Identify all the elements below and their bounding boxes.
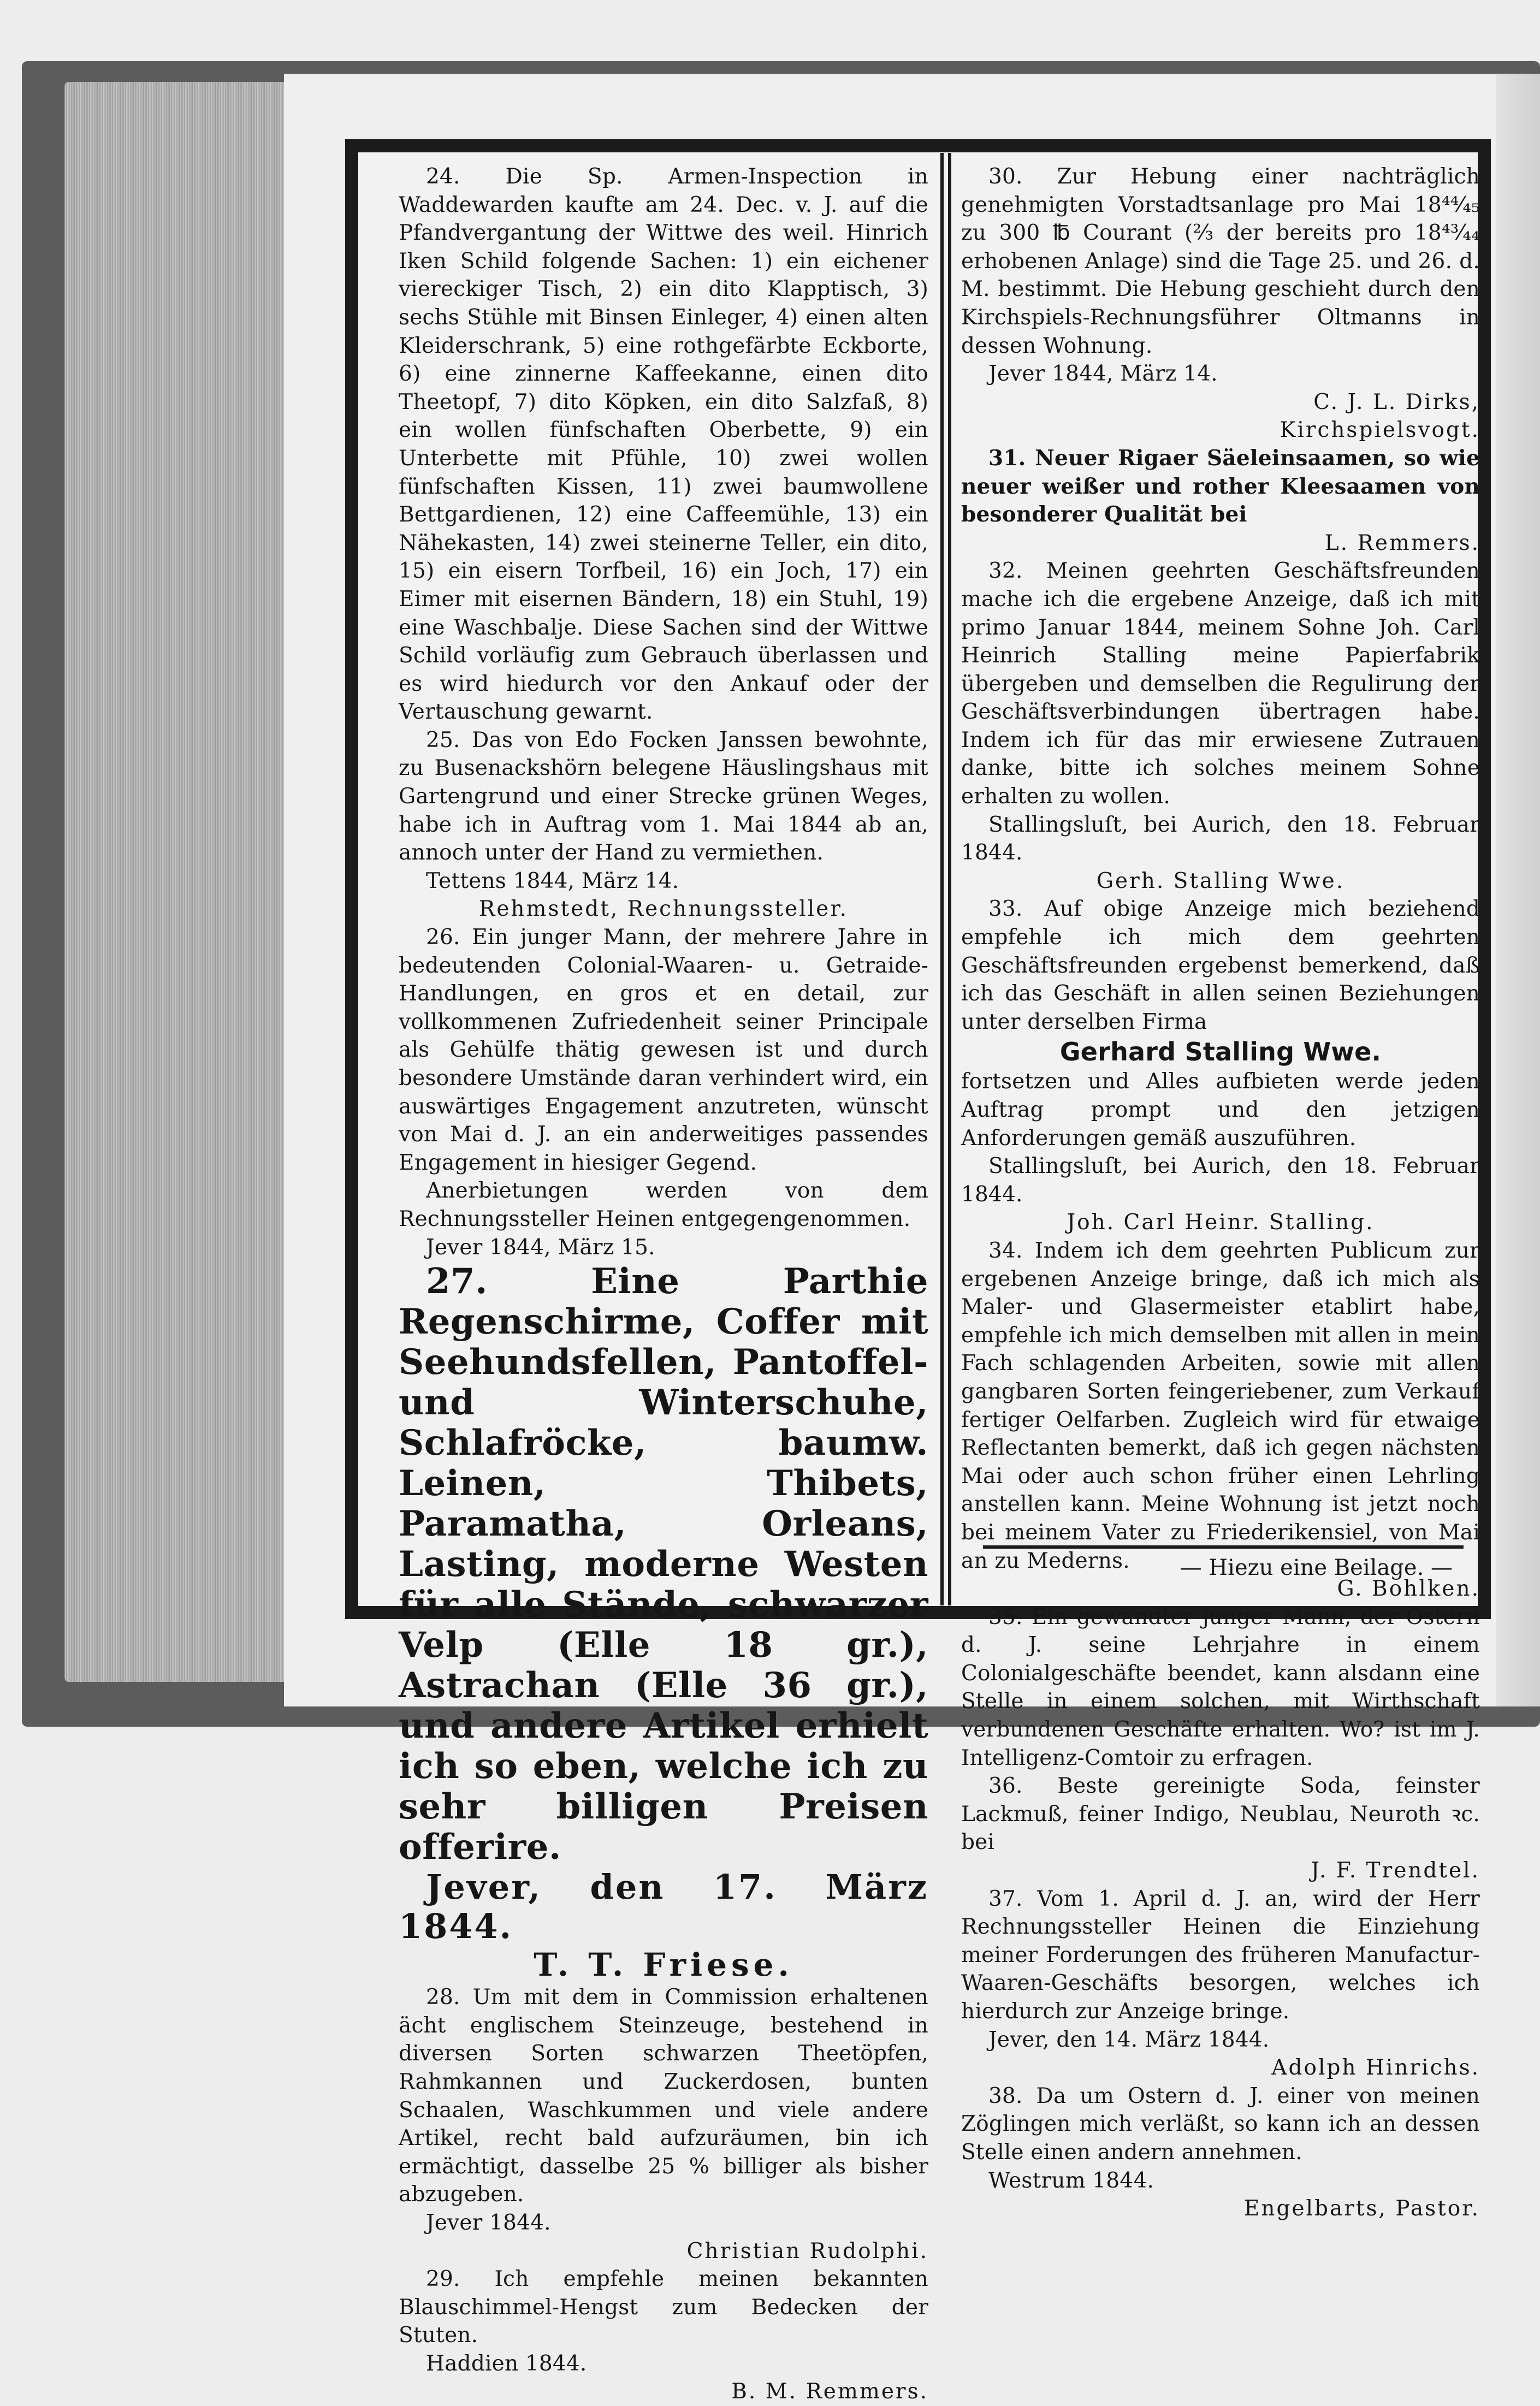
end-rule (983, 1545, 1464, 1549)
ad-27-signature: T. T. Friese. (534, 1946, 793, 1984)
page-edges (64, 82, 294, 1682)
ad-30-date: Jever 1844, März 14. (988, 362, 1218, 387)
ad-38-signature: Engelbarts, Pastor. (1243, 2196, 1480, 2221)
ad-33-date: Stallingsluſt, bei Aurich, den 18. Februar 1844. (961, 1154, 1480, 1207)
ad-27-date: Jever, den 17. März 1844. (399, 1867, 928, 1947)
ad-33: 33. Auf obige Anzeige mich beziehend empfehle ich mich dem geehrten Geschäftsfreunden ergebenst bemerkend, daß ich das Geschäft in allen seinen Beziehungen unter derselben Firma (961, 897, 1480, 1034)
left-column (399, 163, 928, 2406)
ad-26: 26. Ein junger Mann, der mehrere Jahre in bedeutenden Colonial-Waaren- u. Getraide-Handlungen, en gros et en detail, zur vollkommenen Zufriedenheit seiner Principale als Gehülfe thätig gewesen ist und durch besondere Umstände daran verhindert wird, ein auswärtiges Engagement anzutreten, wünscht von Mai d. J. an ein anderweitiges passendes Engagement in hiesiger Gegend. (399, 925, 928, 1175)
ad-32-date: Stallingsluſt, bei Aurich, den 18. Februar 1844. (961, 812, 1480, 866)
ad-28: 28. Um mit dem in Commission erhaltenen ächt englischem Steinzeuge, bestehend in diversen Sorten schwarzen Theetöpfen, Rahmkannen und Zuckerdosen, bunten Schaalen, Waschkummen und viele andere Artikel, recht bald aufzuräumen, bin ich ermächtigt, dasselbe 25 % billiger als bisher abzugeben. (399, 1985, 928, 2207)
ad-33-firm-name: Gerhard Stalling Wwe. (1059, 1037, 1382, 1067)
ad-25-signature: Rehmstedt, Rechnungssteller. (478, 897, 849, 922)
ad-29: 29. Ich empfehle meinen bekannten Blauschimmel-Hengst zum Bedecken der Stuten. (399, 2267, 928, 2348)
ad-29-signature: B. M. Remmers. (731, 2379, 928, 2404)
ad-34-signature: G. Bohlken. (1337, 1577, 1480, 1602)
ad-32-signature: Gerh. Stalling Wwe. (1096, 868, 1345, 893)
ad-27: 27. Eine Parthie Regenschirme, Coffer mit Seehundsfellen, Pantoffel- und Winterschuhe, Schlafröcke, baumw. Leinen, Thibets, Paramatha, Orleans, Lasting, moderne Westen für alle Stände, schwarzer Velp (Elle 18 gr.), Astrachan (Elle 36 gr.), und andere Artikel erhielt ich so eben, welche ich zu sehr billigen Preisen offerire. (399, 1261, 928, 1868)
ad-28-signature: Christian Rudolphi. (686, 2238, 928, 2263)
ad-36: 36. Beste gereinigte Soda, feinster Lackmuß, feiner Indigo, Neublau, Neuroth ꝛc. bei (961, 1774, 1480, 1855)
ad-38: 38. Da um Ostern d. J. einer von meinen Zöglingen mich verläßt, so kann ich an dessen Stelle einen andern annehmen. (961, 2083, 1480, 2165)
ad-28-date: Jever 1844. (426, 2210, 551, 2235)
ad-25: 25. Das von Edo Focken Janssen bewohnte, zu Busenackshörn belegene Häuslingshaus mit Gartengrund und einer Strecke grünen Weges, habe ich in Auftrag vom 1. Mai 1844 ab an, annoch unter der Hand zu vermiethen. (399, 727, 928, 866)
ad-26-offer: Anerbietungen werden von dem Rechnungssteller Heinen entgegengenommen. (399, 1178, 928, 1231)
right-column (961, 163, 1480, 2223)
column-divider (940, 153, 951, 1605)
ad-33-signature: Joh. Carl Heinr. Stalling. (1067, 1210, 1375, 1235)
ad-24: 24. Die Sp. Armen-Inspection in Waddewarden kaufte am 24. Dec. v. J. auf die Pfandvergantung der Wittwe des weil. Hinrich Iken Schild folgende Sachen: 1) ein eichener viereckiger Tisch, 2) ein dito Klapptisch, 3) sechs Stühle mit Binsen Einleger, 4) einen alten Kleiderschrank, 5) eine rothgefärbte Eckborte, 6) eine zinnerne Kaffeekanne, einen dito Theetopf, 7) dito Köpken, ein dito Salzfaß, 8) ein wollen fünfschaften Oberbette, 9) ein Unterbette mit Pfühle, 10) zwei wollen fünfschaften Kissen, 11) zwei baumwollene Bettgardienen, 12) eine Caffeemühle, 13) ein Nähekasten, 14) zwei steinerne Teller, ein dito, 15) ein eisern Torfbeil, 16) ein Joch, 17) ein Eimer mit eisernen Bändern, 18) ein Stuhl, 19) eine Waschbalje. Diese Sachen sind der Wittwe Schild vorläufig zum Gebrauch überlassen und es wird hiedurch vor den Ankauf oder der Vertauschung gewarnt. (399, 164, 928, 725)
ad-36-signature: J. F. Trendtel. (1311, 1858, 1480, 1883)
ad-33-continued: fortsetzen und Alles aufbieten werde jeden Auftrag prompt und den jetzigen Anforderungen gemäß auszuführen. (961, 1069, 1480, 1151)
ad-35: 35. Ein gewandter junger Mann, der Ostern d. J. seine Lehrjahre in einem Colonialgeschäfte beendet, kann alsdann eine Stelle in einem solchen, mit Wirthschaft verbundenen Geschäfte erhalten. Wo? ist im J. Intelligenz-Comtoir zu erfragen. (961, 1604, 1480, 1770)
supplement-note: — Hiezu eine Beilage. — (1180, 1555, 1453, 1580)
ad-29-date: Haddien 1844. (426, 2351, 587, 2376)
page-right-edge (1496, 74, 1540, 1706)
ad-31: 31. Neuer Rigaer Säeleinsaamen, so wie neuer weißer und rother Kleesaamen von besonderer Qualität bei (961, 445, 1480, 528)
ad-37-signature: Adolph Hinrichs. (1271, 2055, 1480, 2081)
ad-30: 30. Zur Hebung einer nachträglich genehmigten Vorstadtsanlage pro Mai 18⁴⁴⁄₄₅ zu 300 ℔ Courant (⅔ der bereits pro 18⁴³⁄₄₄ erhobenen Anlage) sind die Tage 25. und 26. d. M. bestimmt. Die Hebung geschieht durch den Kirchspiels-Rechnungsführer Oltmanns in dessen Wohnung. (961, 164, 1480, 358)
ad-37: 37. Vom 1. April d. J. an, wird der Herr Rechnungssteller Heinen die Einziehung meiner Forderungen des früheren Manufactur-Waaren-Geschäfts besorgen, welches ich hierdurch zur Anzeige bringe. (961, 1886, 1480, 2024)
ad-25-date: Tettens 1844, März 14. (426, 868, 679, 893)
ad-34: 34. Indem ich dem geehrten Publicum zur ergebenen Anzeige bringe, daß ich mich als Maler- und Glasermeister etablirt habe, empfehle ich mich demselben mit allen in mein Fach schlagenden Arbeiten, sowie mit allen gangbaren Sorten feingeriebener, zum Verkauf fertiger Oelfarben. Zugleich wird für etwaige Reflectanten bemerkt, daß ich gegen nächsten Mai oder auch schon früher einen Lehrling anstellen kann. Meine Wohnung ist jetzt noch bei meinem Vater zu Friederikensiel, von Mai an zu Mederns. (961, 1238, 1480, 1573)
ad-31-signature: L. Remmers. (1324, 530, 1480, 555)
ad-30-title: Kirchspielsvogt. (1280, 418, 1480, 443)
ad-38-date: Westrum 1844. (988, 2168, 1154, 2193)
ad-30-signature: C. J. L. Dirks, (1313, 389, 1480, 414)
ad-26-date: Jever 1844, März 15. (426, 1235, 655, 1260)
ad-37-date: Jever, den 14. März 1844. (988, 2027, 1270, 2052)
ad-32: 32. Meinen geehrten Geschäftsfreunden mache ich die ergebene Anzeige, daß ich mit primo Januar 1844, meinem Sohne Joh. Carl Heinrich Stalling meine Papierfabrik übergeben und demselben die Regulirung der Geschäftsverbindungen übertragen habe. Indem ich für das mir erwiesene Zutrauen danke, bitte ich solches meinem Sohne erhalten zu wollen. (961, 559, 1480, 809)
